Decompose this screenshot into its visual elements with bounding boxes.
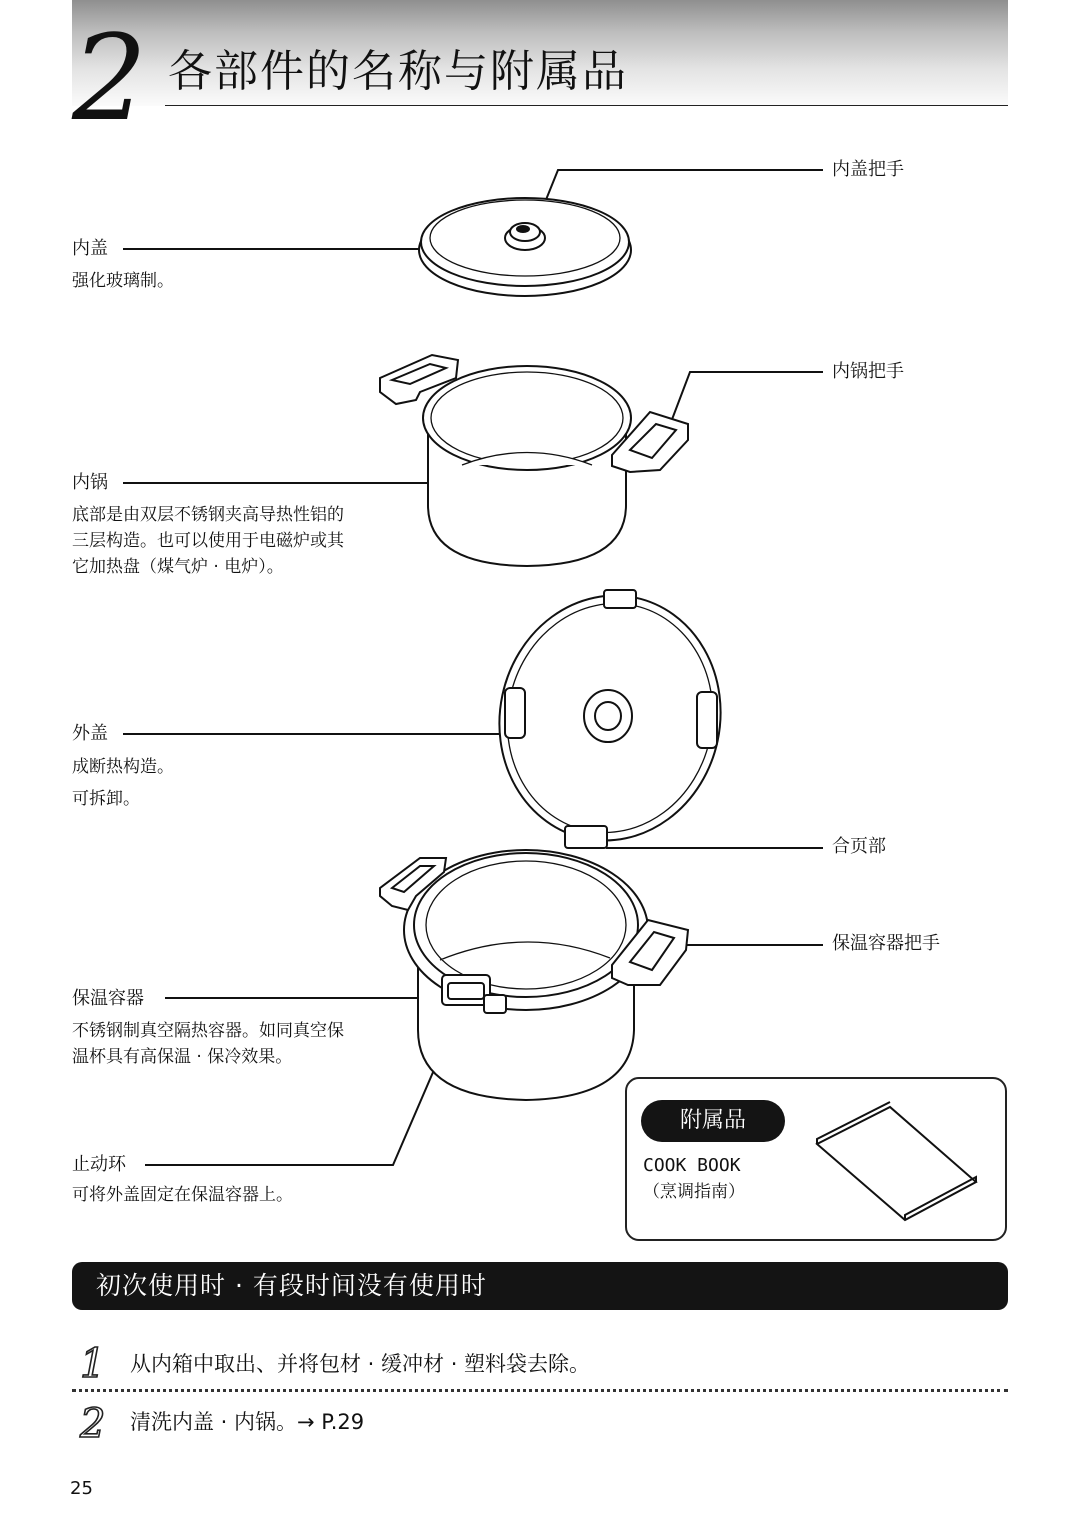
- label-hinge: 合页部: [832, 836, 886, 857]
- step-number: 1: [80, 1341, 106, 1387]
- desc-line: 底部是由双层不锈钢夹高导热性铝的: [72, 505, 344, 525]
- chapter-number: 2: [72, 9, 148, 147]
- label-inner-lid-handle: 内盖把手: [832, 159, 904, 180]
- desc-inner-lid: [72, 268, 174, 294]
- desc-line: 成断热构造。: [72, 757, 174, 777]
- desc-line: 不锈钢制真空隔热容器。如同真空保: [72, 1021, 344, 1041]
- label-stopper: 止动环: [72, 1154, 126, 1175]
- section-title: 初次使用时 · 有段时间没有使用时: [96, 1271, 487, 1300]
- step-text: 从内箱中取出、并将包材 · 缓冲材 · 塑料袋去除。: [130, 1352, 591, 1376]
- outer-lid-drawing: [477, 575, 743, 861]
- page-number: 25: [70, 1478, 93, 1499]
- label-container: 保温容器: [72, 988, 144, 1009]
- desc-container: [72, 1018, 344, 1070]
- chapter-title: 各部件的名称与附属品: [168, 46, 628, 97]
- label-inner-pot-handle: 内锅把手: [832, 361, 904, 382]
- container-drawing: [380, 850, 688, 1100]
- desc-line: 可拆卸。: [72, 789, 140, 809]
- desc-line: 它加热盘（煤气炉 · 电炉）。: [72, 557, 284, 577]
- dotted-divider: [72, 1389, 1008, 1392]
- desc-line: 可将外盖固定在保温容器上。: [72, 1185, 293, 1205]
- inner-pot-drawing: [380, 355, 688, 566]
- desc-outer-lid: [72, 754, 174, 812]
- desc-line: 强化玻璃制。: [72, 271, 174, 291]
- label-inner-pot: 内锅: [72, 472, 108, 493]
- label-outer-lid: 外盖: [72, 723, 108, 744]
- desc-stopper: [72, 1182, 293, 1208]
- inner-lid-drawing: [419, 198, 631, 296]
- accessory-item-subtitle: （烹调指南）: [643, 1182, 745, 1202]
- step-text: 清洗内盖 · 内锅。→ P.29: [130, 1410, 365, 1434]
- desc-line: 三层构造。也可以使用于电磁炉或其: [72, 531, 344, 551]
- accessories-title: 附属品: [641, 1100, 785, 1142]
- leader-inner-pot-handle: [668, 372, 823, 430]
- label-inner-lid: 内盖: [72, 238, 108, 259]
- accessory-item-name: COOK BOOK: [643, 1155, 741, 1176]
- label-container-handle: 保温容器把手: [832, 933, 940, 954]
- desc-line: 温杯具有高保温 · 保冷效果。: [72, 1047, 293, 1067]
- desc-inner-pot: [72, 502, 344, 580]
- step-number: 2: [80, 1401, 106, 1447]
